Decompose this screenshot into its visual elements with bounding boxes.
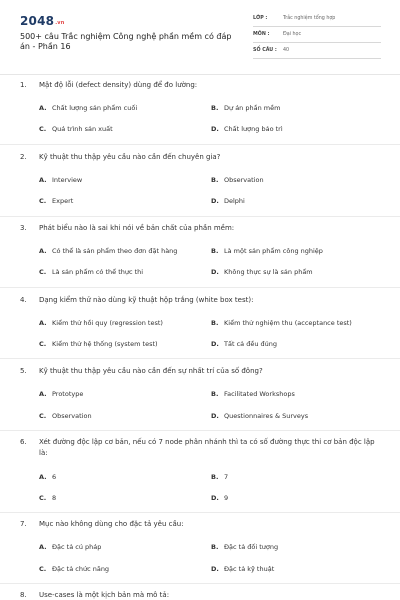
option-b[interactable]: B. Đặc tả đối tượng (211, 543, 279, 551)
option-b[interactable]: B. Dự án phần mềm (211, 104, 281, 112)
option-c[interactable]: C. Observation (39, 412, 92, 420)
question-stem: 2. Kỹ thuật thu thập yêu cầu nào cần đến chuyên gia? (20, 153, 221, 161)
meta-value: 40 (283, 48, 290, 53)
option-d[interactable]: D. Questionnaires & Surveys (211, 412, 309, 420)
question-divider (0, 287, 400, 288)
page-header (0, 0, 400, 72)
meta-key: MÔN : (253, 32, 270, 37)
site-logo[interactable]: 2048.vn (20, 14, 65, 28)
option-b[interactable]: B. Facilitated Workshops (211, 390, 295, 398)
document-title: 500+ câu Trắc nghiệm Công nghệ phần mềm có đáp án - Phần 16 (20, 32, 232, 51)
header-divider (0, 74, 400, 75)
option-d[interactable]: D. Tất cả đều đúng (211, 340, 277, 348)
question-divider (0, 144, 400, 145)
question-stem: 4. Dạng kiểm thử nào dùng kỹ thuật hộp trắng (white box test): (20, 296, 254, 304)
option-c[interactable]: C. 8 (39, 494, 57, 502)
option-a[interactable]: A. Interview (39, 176, 83, 184)
option-a[interactable]: A. Đặc tả cú pháp (39, 543, 102, 551)
meta-value: Trắc nghiệm tổng hợp (283, 16, 336, 21)
question-divider (0, 358, 400, 359)
question-stem: 1. Mật độ lỗi (defect density) dùng để đo lường: (20, 81, 198, 89)
question-stem: 3. Phát biểu nào là sai khi nói về bản chất của phần mềm: (20, 224, 235, 232)
option-d[interactable]: D. Delphi (211, 197, 245, 205)
question-stem: 6. Xét đường độc lập cơ bản, nếu có 7 node phân nhánh thì ta có số đường thực thi cơ bản độc lập là: (20, 438, 375, 457)
meta-row-count (253, 46, 381, 59)
question-stem: 7. Mục nào không dùng cho đặc tả yêu cầu: (20, 520, 184, 528)
option-c[interactable]: C. Kiểm thử hệ thống (system test) (39, 340, 158, 348)
option-b[interactable]: B. Kiểm thử nghiệm thu (acceptance test) (211, 319, 352, 327)
question-divider (0, 430, 400, 431)
question-divider (0, 512, 400, 513)
meta-row-class (253, 14, 381, 27)
option-c[interactable]: C. Đặc tả chức năng (39, 565, 110, 573)
question-divider (0, 583, 400, 584)
meta-key: SỐ CÂU : (253, 48, 277, 53)
option-b[interactable]: B. Observation (211, 176, 264, 184)
option-c[interactable]: C. Expert (39, 197, 74, 205)
option-a[interactable]: A. Có thể là sản phẩm theo đơn đặt hàng (39, 247, 178, 255)
meta-value: Đại học (283, 32, 302, 37)
option-a[interactable]: A. Chất lượng sản phẩm cuối (39, 104, 138, 112)
question-divider (0, 216, 400, 217)
option-d[interactable]: D. 9 (211, 494, 229, 502)
option-d[interactable]: D. Đặc tả kỹ thuật (211, 565, 275, 573)
meta-key: LỚP : (253, 16, 268, 21)
option-d[interactable]: D. Không thực sự là sản phẩm (211, 268, 313, 276)
option-a[interactable]: A. Prototype (39, 390, 84, 398)
option-b[interactable]: B. 7 (211, 473, 229, 481)
option-c[interactable]: C. Quá trình sản xuất (39, 125, 113, 133)
option-d[interactable]: D. Chất lượng bảo trì (211, 125, 283, 133)
option-a[interactable]: A. Kiểm thử hồi quy (regression test) (39, 319, 163, 327)
meta-row-subject (253, 30, 381, 43)
question-stem: 5. Kỹ thuật thu thập yêu cầu nào cần đến sự nhất trí của số đông? (20, 367, 263, 375)
question-stem: 8. Use-cases là một kịch bản mà mô tả: (20, 591, 170, 599)
option-a[interactable]: A. 6 (39, 473, 57, 481)
option-b[interactable]: B. Là một sản phẩm công nghiệp (211, 247, 323, 255)
option-c[interactable]: C. Là sản phẩm có thể thực thi (39, 268, 144, 276)
